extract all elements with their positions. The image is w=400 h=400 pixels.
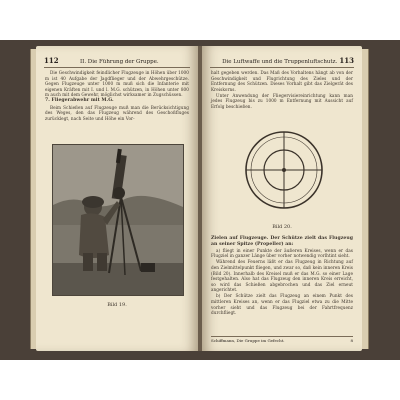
figure-19-caption: Bild 19. [107, 302, 127, 308]
right-paragraph: b) Der Schütze zielt das Flugzeug an einem Punkt des mittleren Kreises an, wenn er das Flugziel etwa zu die Mitte vorher sieht und das Flugzeug bei der Fahrtfrequenz durchfliegt. [211, 293, 353, 316]
figure-19-photo [52, 144, 184, 296]
footer-imprint: Schiffmann, Die Gruppe im Gefecht. [211, 338, 285, 343]
right-paragraph: Unter Anwendung der Fliegervisiereinrichtung kann man jedes Flugzeug bis zu 1000 m Entfernung mit Aussicht auf Erfolg beschießen. [211, 92, 353, 110]
right-page-number: 113 [339, 56, 354, 65]
open-book [0, 40, 400, 360]
left-header [44, 56, 190, 68]
right-body-text-bottom [211, 236, 353, 316]
right-footer [211, 336, 353, 343]
left-page-number: 112 [44, 56, 59, 65]
right-paragraph: Während des Feuerns läßt er das Flugzeug in Richtung auf den Zielmittelpunkt fliegen, und zwar so, daß kein inneren Kreis (Bild 20). Innerhalb des Kreisel muß er das M.G. so einer Lage festgehalten. Also hat das Flugzeug den inneren Kreis erreicht, so wird das Schießen abgebrochen und das Ziel erneut angerichtet. [211, 259, 353, 293]
left-page [36, 46, 198, 351]
right-paragraph: a) fliegt in einer Punkte der äußeren Kreises, wenn er das Flugziel in ganzer Länge über vorher notwendig vorlhtint sieht. [211, 247, 353, 259]
left-body-text [45, 70, 189, 122]
right-header [210, 56, 354, 68]
right-page [202, 46, 362, 351]
figure-20-ring-sight [242, 128, 326, 212]
left-paragraph: Die Geschwindigkeit feindlicher Flugzeuge in Höhen über 1000 m ist 40 Aufgabe der Jagdflieger und der Abwehrgeschütze. Gegen Flugzeuge unter 1000 m muß sich die Infanterie mit eigenen Kräften mit I. und l. M.G. schützen, in Höhen unter 800 m auch mit dem Gewehr, möglichst wirksamer in Zugschüssen. [45, 70, 189, 98]
figure-20-caption: Bild 20. [272, 224, 292, 230]
section-heading: 7. Fliegerabwehr mit M.G. [45, 98, 114, 104]
right-body-text-top [211, 70, 353, 110]
right-paragraph: halt gegeben werden. Das Maß des Vorhaltens hängt ab von der Geschwindigkeit und Flugrichtung des Zieles und der Entfernung des Schützen. Dieses Vorhalt gibt das Zielgerät des Kreiskorns. [211, 70, 353, 92]
left-running-head: II. Die Führung der Gruppe. [79, 59, 159, 65]
right-running-head: Die Luftwaffe und die Truppenluftschutz. [222, 59, 338, 65]
left-section-text: Beim Schießen auf Flugzeuge muß man die Berücksichtigung des Weges, den das Flugzeug während des Geschoßfluges zurücklegt, nach Seite und Höhe ein Vor- [45, 104, 189, 121]
right-page-edges [362, 49, 369, 349]
signature-mark: 8 [350, 338, 353, 343]
right-paragraph: Zielen auf Flugzeuge. Der Schütze zielt das Flugzeug an seiner Spitze (Propeller) an: [211, 236, 353, 247]
